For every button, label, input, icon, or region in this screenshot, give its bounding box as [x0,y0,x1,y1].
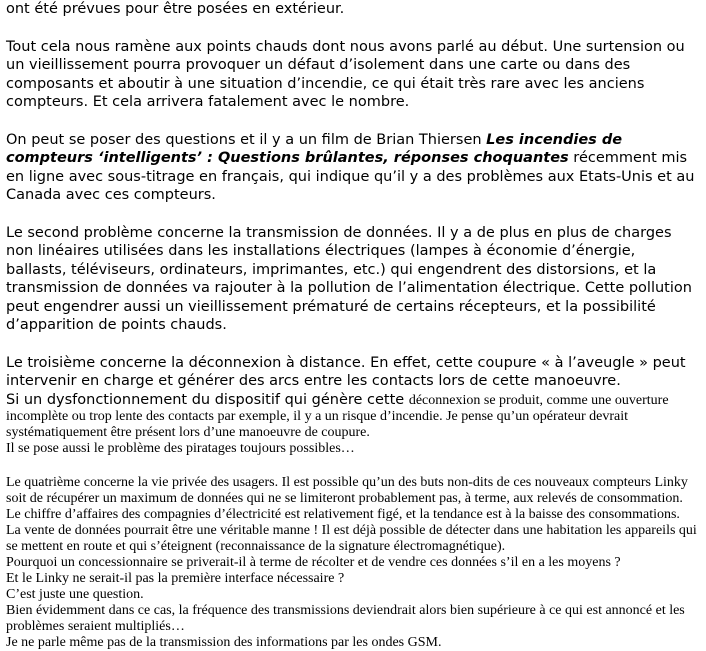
paragraph-outdoor: ont été prévues pour être posées en extérieur. [6,1,345,17]
paragraph-frequency: Bien évidemment dans ce cas, la fréquence des transmissions deviendrait alors bien supérieure à ce qui est annoncé et les problèmes seraient multipliés… [6,603,685,634]
paragraph-data-transmission: Le second problème concerne la transmission de données. Il y a de plus en plus de charges non linéaires utilisées dans les installations électriques (lampes à économie d’énergie, ballasts, téléviseurs, ordinateurs, imprimantes, etc.) qui engendrent des distorsions, et la transmission de données va rajouter à la pollution de l’alimentation électrique. Cette pollution peut engendrer aussi un vieillissement prématuré de certains récepteurs, et la possibilité d’apparition de points chauds. [6,224,692,333]
paragraph-remote-disconnection: Le troisième concerne la déconnexion à distance. En effet, cette coupure « à l’aveugle » peut intervenir en charge et générer des arcs entre les contacts lors de cette manoeuvre. [6,354,686,389]
malfunction-detail-text: déconnexion se produit, comme une ouverture incomplète ou trop lente des contacts par exemple, il y a un risque d’incendie. Je pense qu’un opérateur devrait systématiquement être présent lors d’une manoeuvre de coupure. [6,392,669,440]
paragraph-privacy: Le quatrième concerne la vie privée des usagers. Il est possible qu’un des buts non-dits de ces nouveaux compteurs Linky soit de récupérer un maximum de données qui ne se limiteront probablement pas, à terme, aux relevés de consommation. [6,475,688,506]
malfunction-intro-text: Si un dysfonctionnement du dispositif qui génère cette [6,391,409,408]
paragraph-question: C’est juste une question. [6,587,144,602]
film-description-text: récemment mis en ligne avec sous-titrage en français, qui indique qu’il y a des problèmes aux Etats-Unis et au Canada avec ces compteurs. [6,150,695,203]
paragraph-hot-spots: Tout cela nous ramène aux points chauds dont nous avons parlé au début. Une surtension ou un vieillissement pourra provoquer un défaut d’isolement dans une carte ou dans des composants et aboutir à une situation d’incendie, ce qui était très rare avec les anciens compteurs. Et cela arrivera fatalement avec le nombre. [6,38,685,110]
film-title: Les incendies de compteurs ‘intelligents’ : Questions brûlantes, réponses choquantes [6,131,623,166]
paragraph-revenue: Le chiffre d’affaires des compagnies d’électricité est relativement figé, et la tendance est à la baisse des consommations. La vente de données pourrait être une véritable manne ! Il est déjà possible de détecter dans une habitation les appareils qui se mettent en route et qui s’éteignent (reconnaissance de la signature électromagnétique). [6,507,697,554]
paragraph-gsm: Je ne parle même pas de la transmission des informations par les ondes GSM. [6,635,442,650]
paragraph-concessionnaire: Pourquoi un concessionnaire se priverait-il à terme de récolter et de vendre ces données s’il en a les moyens ? [6,555,621,570]
film-intro-text: On peut se poser des questions et il y a un film de Brian Thiersen [6,131,487,148]
paragraph-hacking: Il se pose aussi le problème des piratages toujours possibles… [6,441,355,456]
paragraph-linky-interface: Et le Linky ne serait-il pas la première interface nécessaire ? [6,571,345,586]
paragraph-malfunction [6,391,698,442]
paragraph-film [6,131,698,205]
